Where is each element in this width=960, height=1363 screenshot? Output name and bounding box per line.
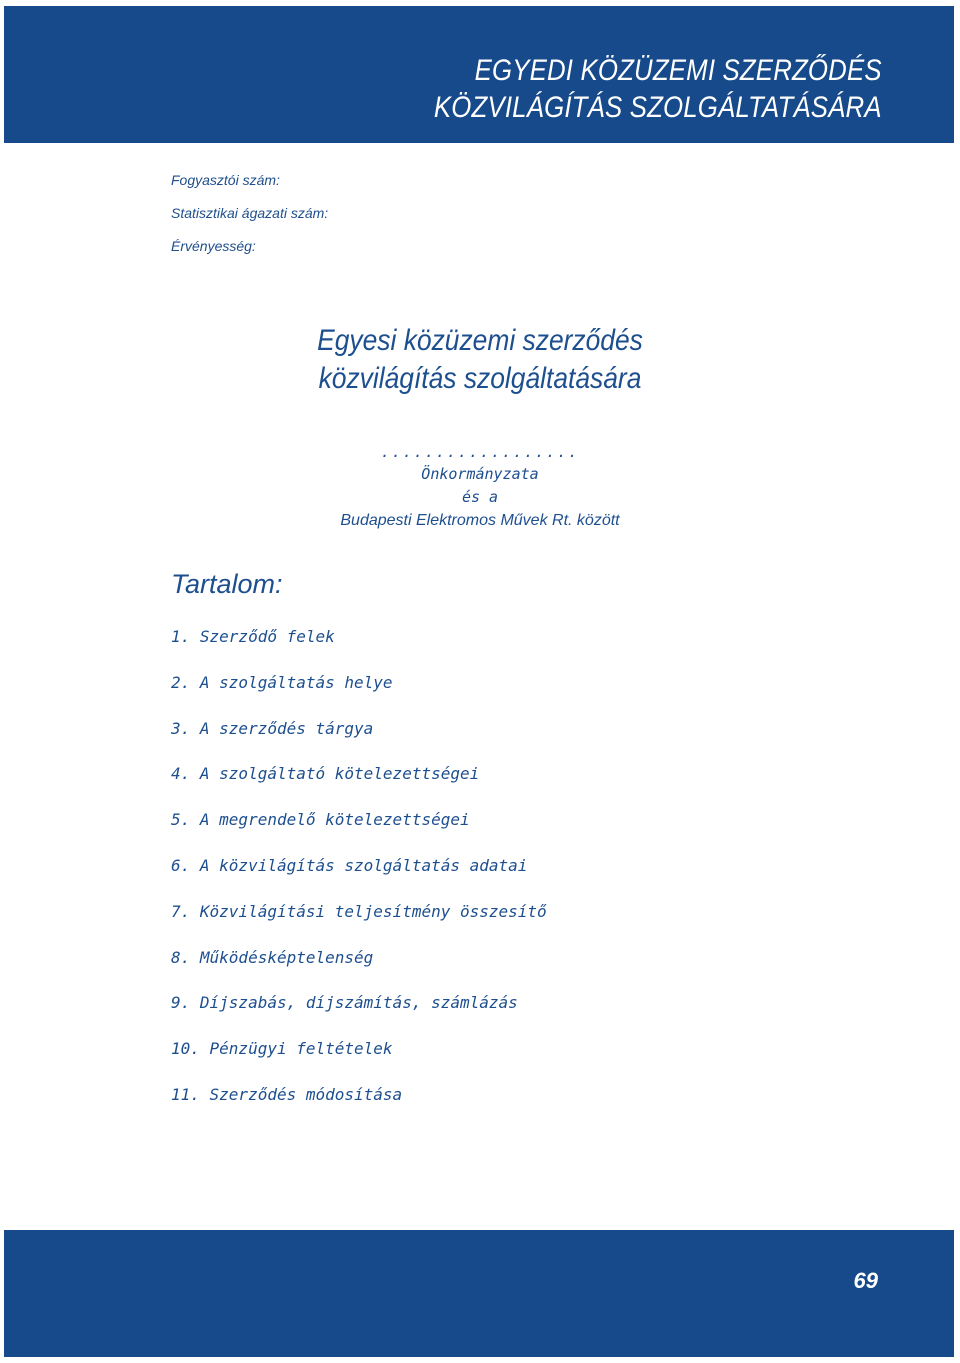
toc-item: 6. A közvilágítás szolgáltatás adatai xyxy=(171,855,528,875)
toc-heading: Tartalom: xyxy=(171,569,283,599)
toc-item: 3. A szerződés tárgya xyxy=(171,718,374,738)
footer-band xyxy=(4,1230,954,1357)
toc-item: 10. Pénzügyi feltételek xyxy=(171,1039,393,1059)
header-title-line-2: KÖZVILÁGÍTÁS SZOLGÁLTATÁSÁRA xyxy=(434,91,882,124)
document-header-title xyxy=(434,52,882,126)
contract-parties xyxy=(0,443,960,532)
contract-title-line-2: közvilágítás szolgáltatására xyxy=(318,362,642,395)
party-municipality: Önkormányzata xyxy=(421,465,539,483)
contract-title-line-1: Egyesi közüzemi szerződés xyxy=(317,324,643,357)
validity-label: Érvényesség: xyxy=(171,238,256,254)
toc-item: 8. Működésképtelenség xyxy=(171,947,374,967)
page-number: 69 xyxy=(853,1268,878,1293)
party-name-blank: .................. xyxy=(380,443,580,461)
toc-item: 1. Szerződő felek xyxy=(171,627,335,646)
statistical-code-label: Statisztikai ágazati szám: xyxy=(171,205,329,221)
table-of-contents xyxy=(171,626,547,1130)
consumer-number-label: Fogyasztói szám: xyxy=(171,172,280,188)
contract-title xyxy=(58,322,903,398)
toc-item: 2. A szolgáltatás helye xyxy=(171,672,393,692)
party-conjunction: és a xyxy=(461,488,499,506)
toc-item: 11. Szerződés módosítása xyxy=(171,1084,403,1104)
toc-item: 4. A szolgáltató kötelezettségei xyxy=(171,764,480,784)
header-title-line-1: EGYEDI KÖZÜZEMI SZERZŐDÉS xyxy=(474,54,882,87)
toc-item: 7. Közvilágítási teljesítmény összesítő xyxy=(171,901,547,921)
party-company: Budapesti Elektromos Művek Rt. között xyxy=(340,512,620,529)
contract-metadata xyxy=(171,170,328,269)
toc-item: 9. Díjszabás, díjszámítás, számlázás xyxy=(171,993,518,1013)
toc-item: 5. A megrendelő kötelezettségei xyxy=(171,810,470,830)
